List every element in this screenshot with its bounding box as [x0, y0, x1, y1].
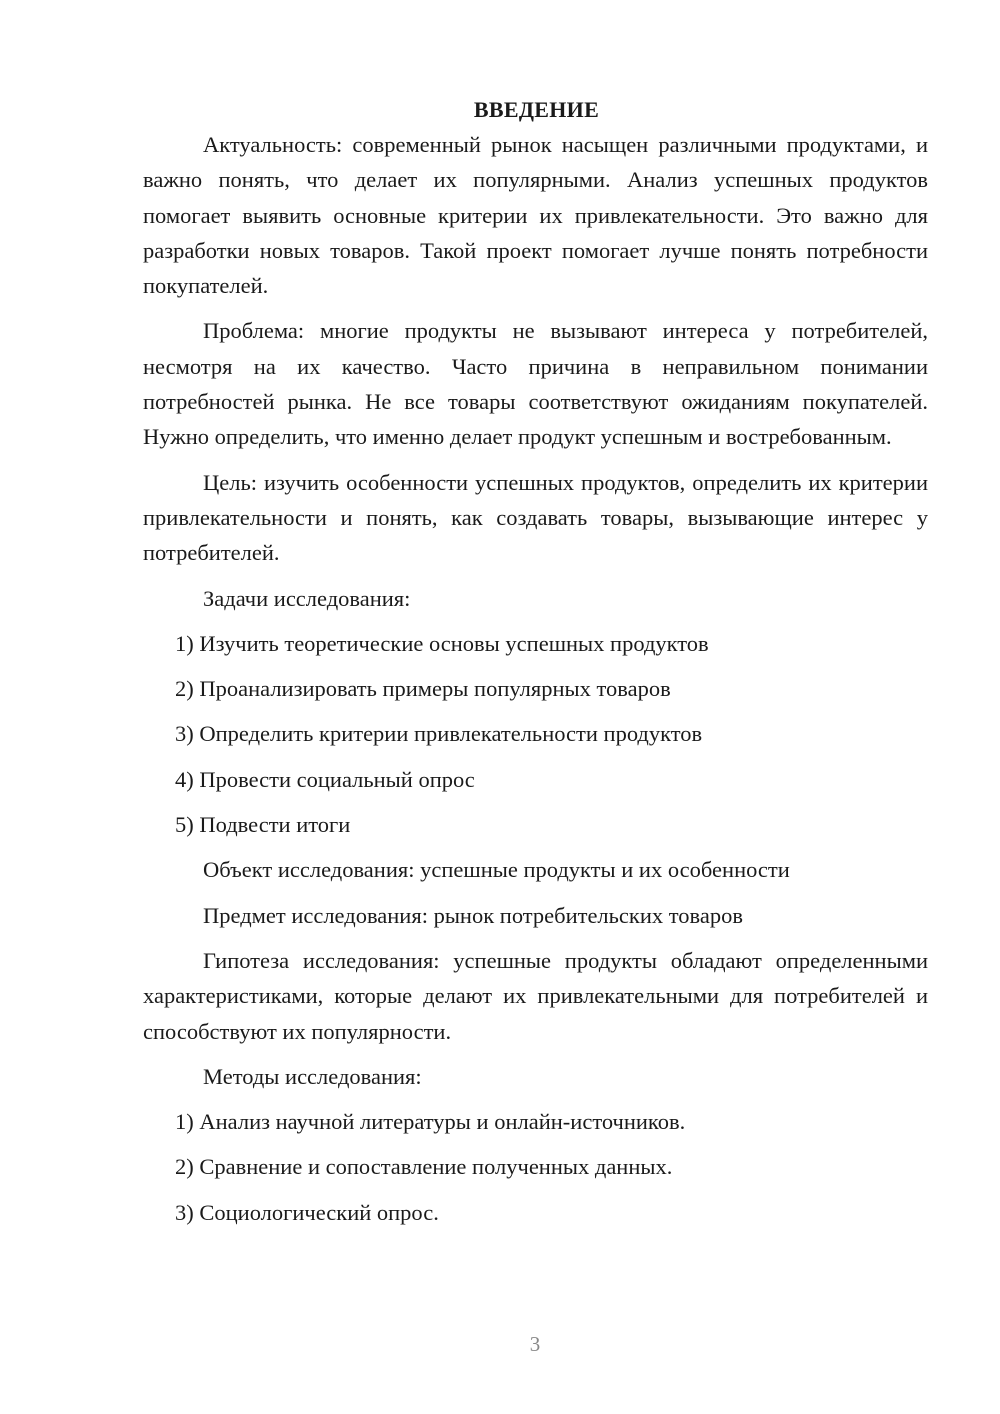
problem-paragraph: Проблема: многие продукты не вызывают интереса у потребителей, несмотря на их качество. Часто причина в неправильном понимании потребностей рынка. Не все товары соответствуют ожиданиям покупателей. Нужно определить, что именно делает продукт успешным и востребованным. [143, 318, 928, 450]
tasks-heading: Задачи исследования: [203, 585, 411, 611]
methods-heading: Методы исследования: [203, 1063, 422, 1089]
research-object: Объект исследования: успешные продукты и их особенности [203, 857, 790, 883]
goal-paragraph: Цель: изучить особенности успешных продуктов, определить их критерии привлекательности и понять, как создавать товары, вызывающие интерес у потребителей. [143, 469, 928, 566]
task-item-1: 1) Изучить теоретические основы успешных продуктов [175, 630, 709, 656]
hypothesis-paragraph: Гипотеза исследования: успешные продукты обладают определенными характеристиками, которые делают их привлекательными для потребителей и способствуют их популярности. [143, 947, 928, 1044]
task-item-5: 5) Подвести итоги [175, 812, 351, 838]
method-item-3: 3) Социологический опрос. [175, 1199, 439, 1225]
relevance-paragraph: Актуальность: современный рынок насыщен различными продуктами, и важно понять, что делает их популярными. Анализ успешных продуктов помогает выявить основные критерии их привлекательности. Это важно для разработки новых товаров. Такой проект помогает лучше понять потребности покупателей. [143, 132, 928, 299]
page-title: ВВЕДЕНИЕ [473, 97, 600, 122]
task-item-3: 3) Определить критерии привлекательности продуктов [175, 721, 703, 747]
task-item-2: 2) Проанализировать примеры популярных товаров [175, 676, 671, 702]
document-body [143, 92, 928, 1240]
method-item-1: 1) Анализ научной литературы и онлайн-источников. [175, 1109, 686, 1135]
page-number: 3 [529, 1332, 541, 1356]
research-subject: Предмет исследования: рынок потребительских товаров [203, 902, 743, 928]
method-item-2: 2) Сравнение и сопоставление полученных данных. [175, 1154, 673, 1180]
task-item-4: 4) Провести социальный опрос [175, 766, 475, 792]
